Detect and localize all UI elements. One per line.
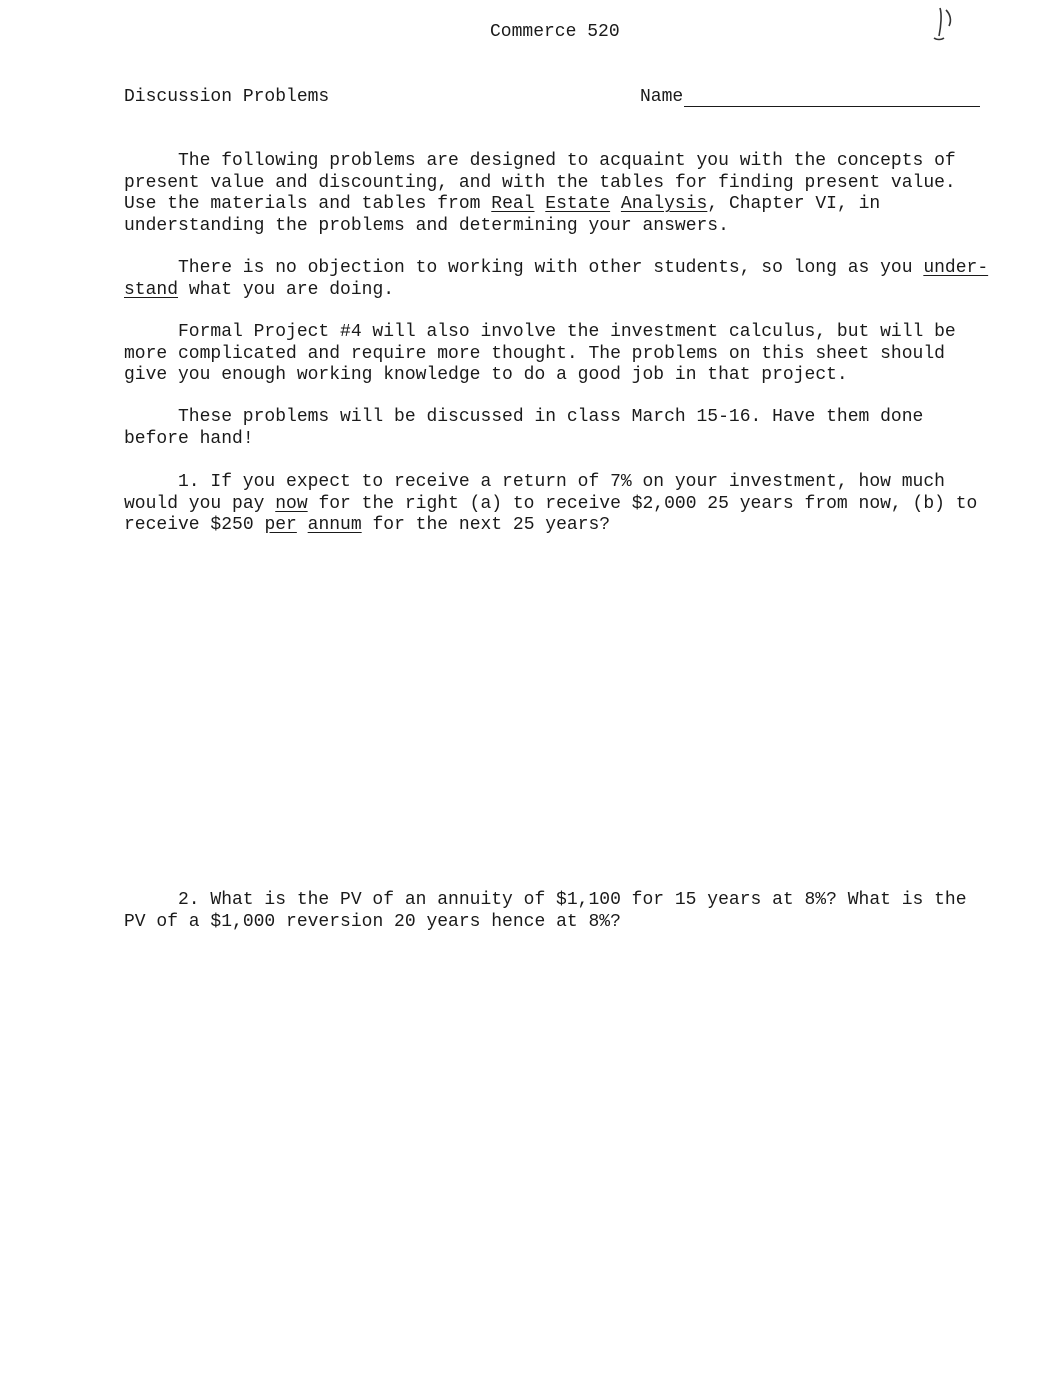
course-title: Commerce 520 xyxy=(490,22,620,42)
project-line-3: give you enough working knowledge to do a good job in that project. xyxy=(124,365,848,385)
schedule-paragraph xyxy=(124,407,994,450)
name-label: Name xyxy=(640,87,684,107)
book-title-word-2: Estate xyxy=(545,194,611,214)
collab-line-1: There is no objection to working with other students, so long as you under- xyxy=(178,258,989,278)
underlined-annum: annum xyxy=(307,515,362,535)
intro-line-3: Use the materials and tables from Real Estate Analysis, Chapter VI, in xyxy=(124,194,881,214)
problem-1-line-3: receive $250 per annum for the next 25 years? xyxy=(124,515,611,535)
project-paragraph xyxy=(124,322,994,387)
handwritten-mark xyxy=(926,4,956,44)
underlined-stand: stand xyxy=(124,279,179,300)
underlined-per: per xyxy=(264,515,297,535)
underlined-now: now xyxy=(275,493,308,514)
problem-1-line-2: would you pay now for the right (a) to receive $2,000 25 years from now, (b) to xyxy=(124,493,978,514)
intro-line-4: understanding the problems and determining your answers. xyxy=(124,215,729,236)
intro-line-2: present value and discounting, and with the tables for finding present value. xyxy=(124,172,956,193)
book-title-word-1: Real xyxy=(491,194,535,214)
problem-2-line-2: PV of a $1,000 reversion 20 years hence at 8%? xyxy=(124,911,621,932)
name-input-line[interactable] xyxy=(684,106,980,107)
problem-2-line-1: 2. What is the PV of an annuity of $1,100 for 15 years at 8%? What is the xyxy=(178,890,967,910)
schedule-line-1: These problems will be discussed in class March 15-16. Have them done xyxy=(178,407,924,427)
problem-1 xyxy=(124,472,994,537)
problem-2 xyxy=(124,890,994,933)
schedule-line-2: before hand! xyxy=(124,428,254,449)
intro-paragraph xyxy=(124,151,994,237)
intro-line-1: The following problems are designed to acquaint you with the concepts of xyxy=(178,151,956,171)
project-line-1: Formal Project #4 will also involve the investment calculus, but will be xyxy=(178,322,956,342)
book-title-word-3: Analysis xyxy=(620,194,708,214)
collab-line-2: stand what you are doing. xyxy=(124,279,395,300)
collaboration-paragraph xyxy=(124,258,994,301)
project-line-2: more complicated and require more thought. The problems on this sheet should xyxy=(124,343,945,364)
problem-1-line-1: 1. If you expect to receive a return of 7% on your investment, how much xyxy=(178,472,945,492)
underlined-under: under- xyxy=(923,258,989,278)
document-title: Discussion Problems xyxy=(124,87,330,107)
